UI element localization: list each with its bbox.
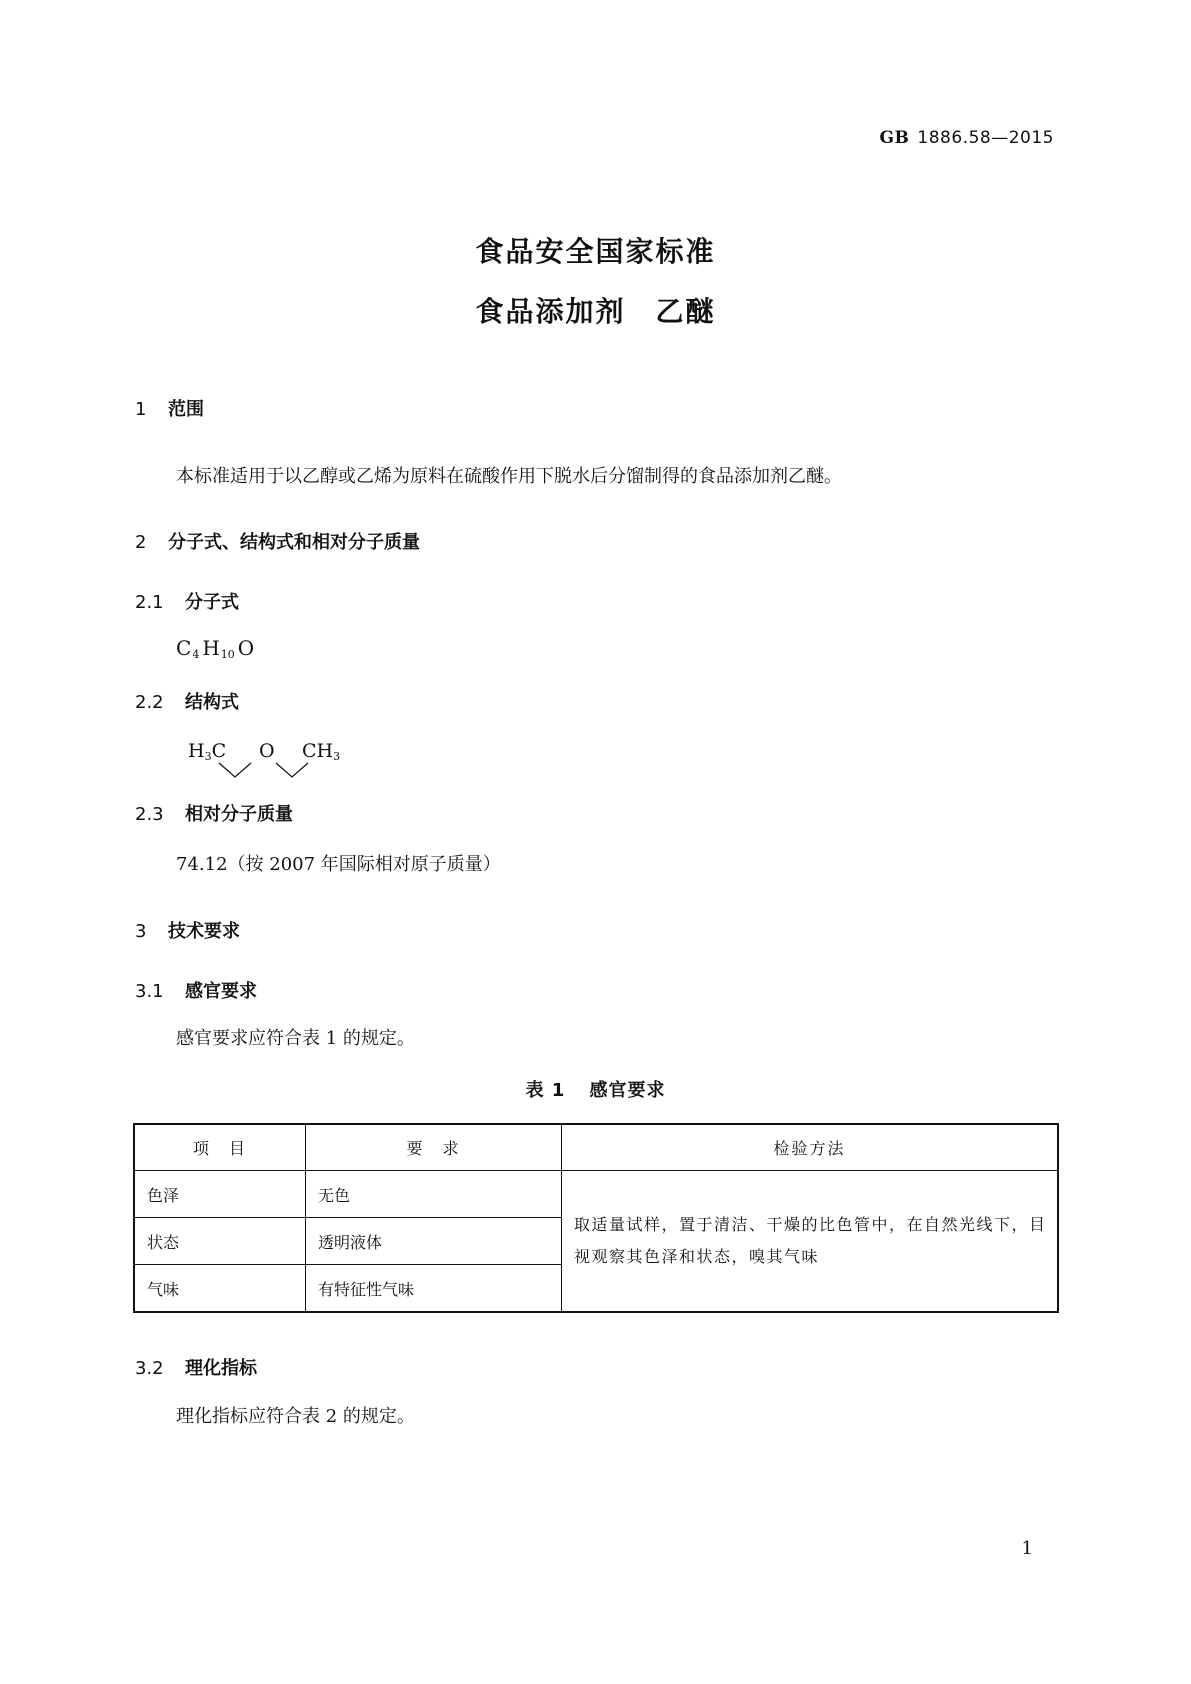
struct-bonds <box>188 740 368 790</box>
section-1-heading: 1 范围 <box>135 399 204 420</box>
test-method-cell: 取适量试样，置于清洁、干燥的比色管中，在自然光线下，目视观察其色泽和状态，嗅其气味 <box>562 1171 1059 1313</box>
row-item-color: 色泽 <box>134 1171 306 1218</box>
document-subtitle: 食品添加剂 乙醚 <box>475 295 716 328</box>
row-req-odor: 有特征性气味 <box>306 1265 562 1313</box>
table-header-row <box>134 1124 1058 1171</box>
section-2-heading: 2 分子式、结构式和相对分子质量 <box>135 532 420 553</box>
table-1-caption: 表 1 感官要求 <box>525 1080 666 1101</box>
structural-formula <box>188 740 368 790</box>
row-item-odor: 气味 <box>134 1265 306 1313</box>
section-3-2-text: 理化指标应符合表 2 的规定。 <box>176 1406 415 1427</box>
section-2-2-heading: 2.2 结构式 <box>135 692 239 713</box>
row-req-state: 透明液体 <box>306 1218 562 1265</box>
section-2-3-heading: 2.3 相对分子质量 <box>135 804 293 825</box>
standard-number <box>880 128 1054 148</box>
section-3-1-text: 感官要求应符合表 1 的规定。 <box>176 1028 415 1049</box>
page-number: 1 <box>1021 1538 1033 1559</box>
struct-left-group: $H_3C$ <box>188 740 227 763</box>
std-prefix: GB <box>879 128 910 148</box>
table-row <box>134 1171 1058 1218</box>
std-code: 1886.58—2015 <box>917 128 1054 148</box>
section-3-heading: 3 技术要求 <box>135 921 240 942</box>
molecular-mass-text: 74.12（按 2007 年国际相对原子质量） <box>176 854 501 875</box>
section-3-1-heading: 3.1 感官要求 <box>135 981 257 1002</box>
struct-right-group: $CH_3$ <box>302 740 341 763</box>
section-3-2-heading: 3.2 理化指标 <box>135 1358 257 1379</box>
row-item-state: 状态 <box>134 1218 306 1265</box>
section-1-text: 本标准适用于以乙醇或乙烯为原料在硫酸作用下脱水后分馏制得的食品添加剂乙醚。 <box>176 466 842 487</box>
table-header-method: 检验方法 <box>562 1124 1059 1171</box>
molecular-formula: $C_4$ $H_{10}$ O <box>176 636 255 661</box>
table-header-item: 项 目 <box>134 1124 306 1171</box>
struct-oxygen: O <box>259 740 275 762</box>
table-1 <box>133 1123 1059 1313</box>
table-header-requirement: 要 求 <box>306 1124 562 1171</box>
document-title: 食品安全国家标准 <box>475 235 716 268</box>
row-req-color: 无色 <box>306 1171 562 1218</box>
section-2-1-heading: 2.1 分子式 <box>135 592 239 613</box>
